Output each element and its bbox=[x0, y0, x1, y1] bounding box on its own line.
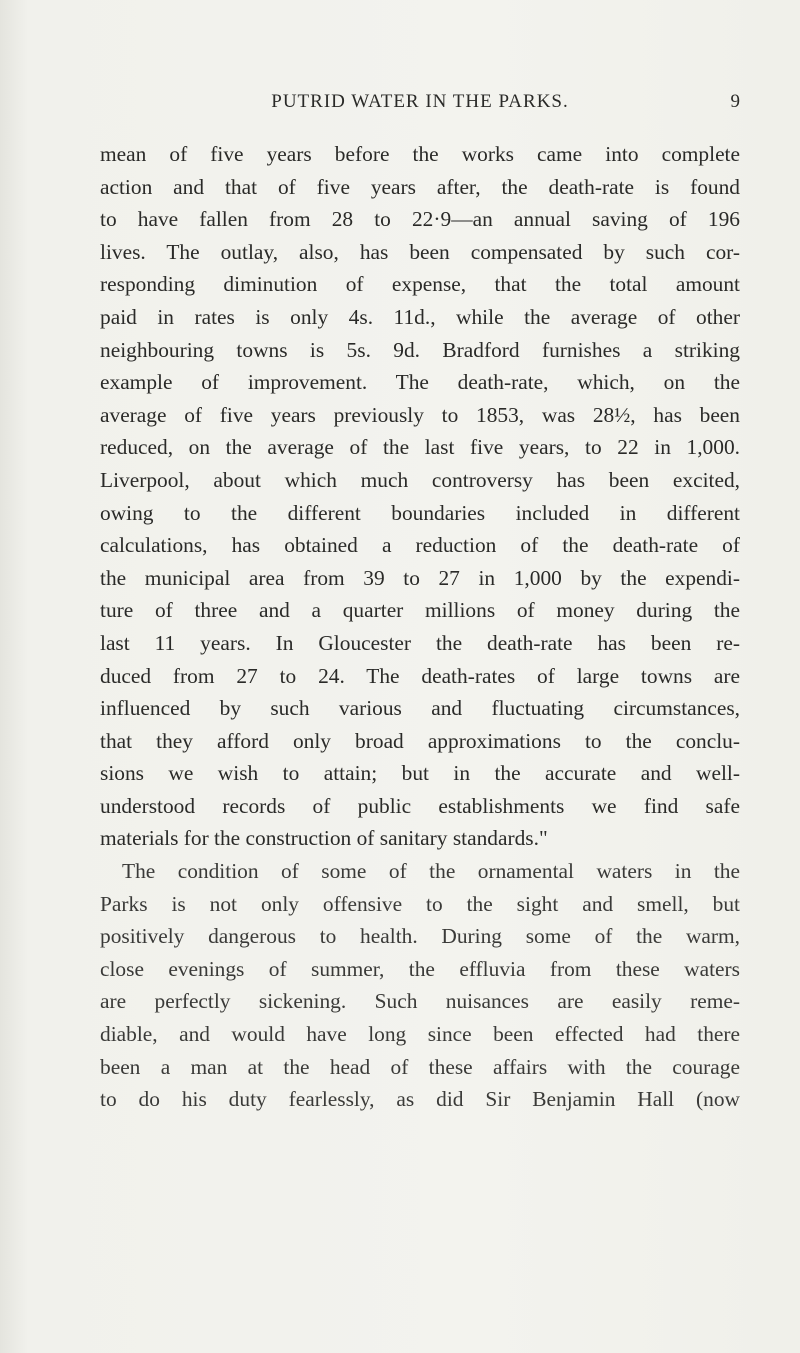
text-line: Parks is not only offensive to the sight and smell, but bbox=[100, 891, 740, 916]
text-line: average of five years previously to 1853, was 28½, has been bbox=[100, 402, 740, 427]
text-line: ture of three and a quarter millions of money during the bbox=[100, 598, 740, 623]
text-line: understood records of public establishments we find safe bbox=[100, 793, 740, 818]
text-line: example of improvement. The death-rate, which, on the bbox=[100, 370, 740, 395]
text-line: calculations, has obtained a reduction of the death-rate of bbox=[100, 533, 740, 558]
text-line: action and that of five years after, the death-rate is found bbox=[100, 174, 740, 199]
text-line: reduced, on the average of the last five years, to 22 in 1,000. bbox=[100, 435, 740, 460]
text-line: lives. The outlay, also, has been compensated by such cor- bbox=[100, 239, 740, 264]
text-line: responding diminution of expense, that the total amount bbox=[100, 272, 740, 297]
text-line: are perfectly sickening. Such nuisances are easily reme- bbox=[100, 989, 740, 1014]
running-head: PUTRID WATER IN THE PARKS. bbox=[271, 91, 569, 112]
text-line: the municipal area from 39 to 27 in 1,000 by the expendi- bbox=[100, 565, 740, 590]
text-line: close evenings of summer, the effluvia from these waters bbox=[100, 956, 740, 981]
text-line: to do his duty fearlessly, as did Sir Benjamin Hall (now bbox=[100, 1087, 740, 1112]
page-number: 9 bbox=[730, 91, 740, 112]
text-line: materials for the construction of sanitary standards." bbox=[100, 826, 548, 851]
text-line: The condition of some of the ornamental waters in the bbox=[122, 859, 740, 884]
text-line: been a man at the head of these affairs with the courage bbox=[100, 1054, 740, 1079]
page-header bbox=[100, 90, 740, 120]
text-line: duced from 27 to 24. The death-rates of large towns are bbox=[100, 663, 740, 688]
text-line: Liverpool, about which much controversy has been excited, bbox=[100, 467, 740, 492]
text-line: influenced by such various and fluctuating circumstances, bbox=[100, 696, 740, 721]
text-line: to have fallen from 28 to 22·9—an annual saving of 196 bbox=[100, 207, 740, 232]
text-line: last 11 years. In Gloucester the death-rate has been re- bbox=[100, 630, 740, 655]
text-line: positively dangerous to health. During some of the warm, bbox=[100, 924, 740, 949]
text-line: sions we wish to attain; but in the accurate and well- bbox=[100, 761, 740, 786]
text-line: mean of five years before the works came into complete bbox=[100, 142, 740, 166]
text-line: owing to the different boundaries included in different bbox=[100, 500, 740, 525]
body-text bbox=[100, 138, 740, 1116]
text-line: that they afford only broad approximations to the conclu- bbox=[100, 728, 740, 753]
text-line: diable, and would have long since been effected had there bbox=[100, 1022, 740, 1047]
text-line: paid in rates is only 4s. 11d., while the average of other bbox=[100, 304, 740, 329]
text-line: neighbouring towns is 5s. 9d. Bradford furnishes a striking bbox=[100, 337, 740, 362]
